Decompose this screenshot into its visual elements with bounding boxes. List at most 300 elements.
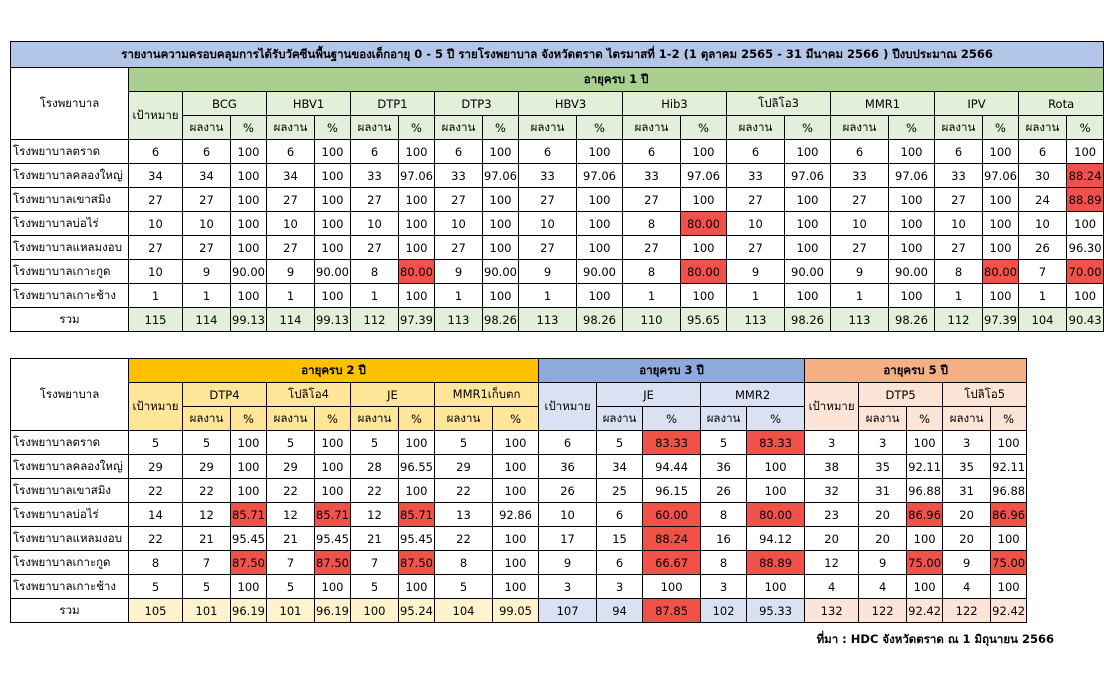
result-value: 27: [183, 188, 231, 212]
target-value: 10: [129, 260, 183, 284]
total-result: 122: [943, 599, 991, 623]
total-percent: 87.85: [643, 599, 701, 623]
result-value: 3: [701, 575, 747, 599]
result-value: 30: [1019, 164, 1067, 188]
percent-value: 100: [231, 236, 267, 260]
percent-value: 92.86: [493, 503, 539, 527]
percent-value: 100: [577, 284, 623, 308]
result-header: ผลงาน: [597, 407, 643, 431]
percent-value: 80.00: [681, 260, 727, 284]
result-header: ผลงาน: [267, 407, 315, 431]
vaccine-header: โปลิโอ5: [943, 383, 1027, 407]
vaccine-header: JE: [597, 383, 701, 407]
percent-value: 90.00: [577, 260, 623, 284]
result-value: 33: [623, 164, 681, 188]
age-group-header: อายุครบ 2 ปี: [129, 359, 539, 383]
percent-value: 86.96: [991, 503, 1027, 527]
percent-header: %: [315, 407, 351, 431]
result-value: 10: [727, 212, 785, 236]
target-value: 6: [129, 140, 183, 164]
target-value: 5: [129, 431, 183, 455]
result-header: ผลงาน: [701, 407, 747, 431]
hospital-name: โรงพยาบาลเขาสมิง: [11, 479, 129, 503]
result-header: ผลงาน: [351, 407, 399, 431]
result-value: 10: [831, 212, 889, 236]
percent-value: 100: [983, 188, 1019, 212]
target-value: 26: [539, 479, 597, 503]
result-value: 1: [183, 284, 231, 308]
percent-value: 96.88: [907, 479, 943, 503]
percent-value: 90.00: [889, 260, 935, 284]
percent-value: 85.71: [231, 503, 267, 527]
result-value: 1: [727, 284, 785, 308]
percent-value: 90.00: [483, 260, 519, 284]
table-row: [11, 503, 1027, 527]
percent-value: 85.71: [315, 503, 351, 527]
percent-header: %: [399, 407, 435, 431]
coverage-table-age-1: [10, 41, 1104, 332]
result-value: 1: [435, 284, 483, 308]
result-value: 27: [267, 236, 315, 260]
percent-value: 100: [483, 236, 519, 260]
total-result: 104: [1019, 308, 1067, 332]
total-target: 132: [805, 599, 859, 623]
percent-header: %: [231, 407, 267, 431]
total-result: 100: [351, 599, 399, 623]
percent-value: 85.71: [399, 503, 435, 527]
result-value: 27: [519, 188, 577, 212]
result-header: ผลงาน: [935, 116, 983, 140]
percent-value: 86.96: [907, 503, 943, 527]
target-value: 29: [129, 455, 183, 479]
percent-value: 88.24: [643, 527, 701, 551]
percent-value: 100: [681, 236, 727, 260]
hospital-header: โรงพยาบาล: [11, 68, 129, 140]
hospital-name: โรงพยาบาลแหลมงอบ: [11, 527, 129, 551]
percent-value: 100: [483, 188, 519, 212]
percent-value: 96.30: [1067, 236, 1104, 260]
result-value: 8: [623, 212, 681, 236]
percent-value: 100: [681, 284, 727, 308]
result-value: 9: [267, 260, 315, 284]
percent-value: 100: [577, 188, 623, 212]
result-value: 15: [597, 527, 643, 551]
total-result: 101: [267, 599, 315, 623]
total-percent: 97.39: [399, 308, 435, 332]
result-value: 9: [183, 260, 231, 284]
total-result: 113: [519, 308, 577, 332]
percent-value: 100: [483, 140, 519, 164]
result-value: 6: [727, 140, 785, 164]
table-row: [11, 455, 1027, 479]
result-value: 21: [267, 527, 315, 551]
result-value: 21: [183, 527, 231, 551]
age-group-header: อายุครบ 3 ปี: [539, 359, 805, 383]
percent-value: 100: [399, 431, 435, 455]
percent-value: 100: [577, 140, 623, 164]
total-label: รวม: [11, 308, 129, 332]
target-header: เป้าหมาย: [539, 383, 597, 431]
percent-value: 100: [991, 575, 1027, 599]
result-header: ผลงาน: [183, 407, 231, 431]
result-value: 8: [701, 551, 747, 575]
percent-value: 80.00: [399, 260, 435, 284]
percent-value: 100: [785, 284, 831, 308]
percent-value: 100: [785, 140, 831, 164]
vaccine-header: IPV: [935, 92, 1019, 116]
percent-value: 100: [315, 188, 351, 212]
result-value: 10: [351, 212, 399, 236]
result-value: 10: [267, 212, 315, 236]
percent-value: 100: [315, 140, 351, 164]
target-value: 9: [539, 551, 597, 575]
result-value: 27: [935, 236, 983, 260]
percent-header: %: [889, 116, 935, 140]
percent-value: 100: [747, 479, 805, 503]
vaccine-header: โปลิโอ4: [267, 383, 351, 407]
percent-value: 100: [315, 164, 351, 188]
result-value: 29: [435, 455, 493, 479]
total-row: [11, 599, 1027, 623]
target-header: เป้าหมาย: [129, 92, 183, 140]
result-value: 33: [351, 164, 399, 188]
result-value: 8: [435, 551, 493, 575]
result-value: 10: [519, 212, 577, 236]
total-percent: 92.42: [991, 599, 1027, 623]
vaccine-header: DTP4: [183, 383, 267, 407]
result-value: 5: [701, 431, 747, 455]
percent-value: 94.44: [643, 455, 701, 479]
result-value: 27: [623, 188, 681, 212]
hospital-name: โรงพยาบาลคลองใหญ่: [11, 164, 129, 188]
percent-value: 100: [785, 212, 831, 236]
total-percent: 97.39: [983, 308, 1019, 332]
percent-value: 100: [399, 479, 435, 503]
result-value: 3: [859, 431, 907, 455]
percent-value: 100: [483, 212, 519, 236]
percent-value: 83.33: [747, 431, 805, 455]
result-value: 27: [727, 236, 785, 260]
percent-value: 75.00: [991, 551, 1027, 575]
percent-value: 100: [983, 284, 1019, 308]
target-value: 3: [805, 431, 859, 455]
vaccine-header: DTP1: [351, 92, 435, 116]
result-value: 1: [623, 284, 681, 308]
age-1-header: อายุครบ 1 ปี: [129, 68, 1104, 92]
percent-value: 100: [643, 575, 701, 599]
result-value: 26: [1019, 236, 1067, 260]
percent-value: 75.00: [907, 551, 943, 575]
hospital-name: โรงพยาบาลตราด: [11, 140, 129, 164]
result-value: 5: [183, 431, 231, 455]
total-percent: 98.26: [889, 308, 935, 332]
result-value: 20: [859, 527, 907, 551]
percent-value: 100: [493, 575, 539, 599]
total-percent: 96.19: [231, 599, 267, 623]
result-value: 3: [943, 431, 991, 455]
result-value: 16: [701, 527, 747, 551]
target-value: 22: [129, 527, 183, 551]
percent-value: 100: [983, 140, 1019, 164]
result-value: 10: [1019, 212, 1067, 236]
percent-value: 100: [889, 188, 935, 212]
percent-value: 100: [231, 140, 267, 164]
result-value: 7: [267, 551, 315, 575]
total-result: 113: [831, 308, 889, 332]
percent-value: 80.00: [983, 260, 1019, 284]
table-row: [11, 551, 1027, 575]
percent-value: 66.67: [643, 551, 701, 575]
age-group-header: อายุครบ 5 ปี: [805, 359, 1027, 383]
total-percent: 92.42: [907, 599, 943, 623]
total-result: 113: [727, 308, 785, 332]
vaccine-header: JE: [351, 383, 435, 407]
vaccine-header: DTP5: [859, 383, 943, 407]
percent-value: 100: [231, 164, 267, 188]
result-value: 31: [943, 479, 991, 503]
result-value: 10: [935, 212, 983, 236]
report-title: รายงานความครอบคลุมการได้รับวัคซีนพื้นฐานของเด็กอายุ 0 - 5 ปี รายโรงพยาบาล จังหวัดตราด ไตรมาสที่ 1-2 (1 ตุลาคม 2565 - 31 มีนาคม 2566 ) ปีงบประมาณ 2566: [11, 42, 1104, 68]
vaccine-header: BCG: [183, 92, 267, 116]
percent-header: %: [785, 116, 831, 140]
result-value: 20: [859, 503, 907, 527]
total-result: 122: [859, 599, 907, 623]
result-value: 24: [1019, 188, 1067, 212]
percent-value: 97.06: [399, 164, 435, 188]
percent-value: 80.00: [681, 212, 727, 236]
percent-value: 100: [315, 431, 351, 455]
result-value: 5: [435, 431, 493, 455]
percent-value: 100: [907, 575, 943, 599]
result-value: 9: [519, 260, 577, 284]
result-value: 1: [351, 284, 399, 308]
result-header: ผลงาน: [1019, 116, 1067, 140]
target-value: 14: [129, 503, 183, 527]
result-value: 6: [597, 551, 643, 575]
percent-value: 100: [681, 140, 727, 164]
percent-value: 100: [231, 212, 267, 236]
percent-value: 95.45: [399, 527, 435, 551]
percent-value: 100: [493, 479, 539, 503]
percent-value: 88.89: [747, 551, 805, 575]
percent-value: 100: [315, 455, 351, 479]
total-result: 102: [701, 599, 747, 623]
result-header: ผลงาน: [623, 116, 681, 140]
result-value: 34: [183, 164, 231, 188]
total-target: 115: [129, 308, 183, 332]
total-percent: 99.13: [231, 308, 267, 332]
result-header: ผลงาน: [435, 407, 493, 431]
table-row: [11, 479, 1027, 503]
result-value: 1: [831, 284, 889, 308]
result-value: 28: [351, 455, 399, 479]
percent-value: 97.06: [889, 164, 935, 188]
table-row: [11, 140, 1104, 164]
result-value: 34: [597, 455, 643, 479]
percent-value: 100: [231, 284, 267, 308]
percent-value: 100: [493, 431, 539, 455]
percent-value: 100: [991, 431, 1027, 455]
total-percent: 99.05: [493, 599, 539, 623]
percent-value: 100: [493, 455, 539, 479]
result-value: 20: [943, 527, 991, 551]
percent-value: 96.55: [399, 455, 435, 479]
result-header: ผลงาน: [183, 116, 231, 140]
percent-value: 80.00: [747, 503, 805, 527]
total-label: รวม: [11, 599, 129, 623]
result-value: 26: [701, 479, 747, 503]
result-value: 25: [597, 479, 643, 503]
result-value: 36: [701, 455, 747, 479]
percent-value: 100: [399, 284, 435, 308]
table-row: [11, 188, 1104, 212]
result-value: 7: [1019, 260, 1067, 284]
result-value: 22: [435, 527, 493, 551]
percent-value: 92.11: [991, 455, 1027, 479]
result-value: 27: [435, 188, 483, 212]
total-percent: 98.26: [577, 308, 623, 332]
percent-value: 100: [907, 431, 943, 455]
percent-header: %: [747, 407, 805, 431]
result-value: 22: [183, 479, 231, 503]
result-value: 33: [831, 164, 889, 188]
hospital-name: โรงพยาบาลตราด: [11, 431, 129, 455]
result-value: 35: [943, 455, 991, 479]
percent-header: %: [315, 116, 351, 140]
percent-value: 100: [785, 236, 831, 260]
percent-value: 95.45: [315, 527, 351, 551]
result-value: 10: [435, 212, 483, 236]
result-value: 13: [435, 503, 493, 527]
target-value: 23: [805, 503, 859, 527]
target-value: 1: [129, 284, 183, 308]
result-value: 27: [727, 188, 785, 212]
percent-header: %: [643, 407, 701, 431]
result-header: ผลงาน: [267, 116, 315, 140]
percent-value: 100: [785, 188, 831, 212]
percent-header: %: [983, 116, 1019, 140]
percent-value: 100: [577, 212, 623, 236]
percent-value: 100: [577, 236, 623, 260]
percent-header: %: [681, 116, 727, 140]
result-value: 6: [935, 140, 983, 164]
result-value: 7: [183, 551, 231, 575]
total-percent: 98.26: [483, 308, 519, 332]
percent-value: 100: [231, 455, 267, 479]
total-target: 105: [129, 599, 183, 623]
percent-value: 87.50: [231, 551, 267, 575]
percent-value: 100: [991, 527, 1027, 551]
hospital-name: โรงพยาบาลแหลมงอบ: [11, 236, 129, 260]
source-note: ที่มา : HDC จังหวัดตราด ณ 1 มิถุนายน 2566: [816, 632, 1054, 646]
result-value: 33: [435, 164, 483, 188]
result-value: 6: [183, 140, 231, 164]
vaccine-header: HBV1: [267, 92, 351, 116]
percent-value: 100: [315, 575, 351, 599]
percent-value: 100: [681, 188, 727, 212]
table-row: [11, 431, 1027, 455]
vaccine-header: DTP3: [435, 92, 519, 116]
result-value: 20: [943, 503, 991, 527]
result-value: 6: [831, 140, 889, 164]
total-percent: 99.13: [315, 308, 351, 332]
result-value: 9: [859, 551, 907, 575]
percent-value: 100: [983, 212, 1019, 236]
percent-value: 100: [399, 236, 435, 260]
result-header: ผลงาน: [859, 407, 907, 431]
result-value: 27: [351, 188, 399, 212]
result-value: 5: [267, 431, 315, 455]
target-value: 6: [539, 431, 597, 455]
percent-value: 100: [231, 188, 267, 212]
result-value: 27: [831, 188, 889, 212]
total-percent: 98.26: [785, 308, 831, 332]
result-value: 5: [267, 575, 315, 599]
percent-value: 100: [889, 236, 935, 260]
hospital-name: โรงพยาบาลเขาสมิง: [11, 188, 129, 212]
vaccine-header: MMR1: [831, 92, 935, 116]
target-value: 3: [539, 575, 597, 599]
result-value: 22: [435, 479, 493, 503]
percent-value: 100: [315, 479, 351, 503]
target-value: 32: [805, 479, 859, 503]
result-value: 5: [183, 575, 231, 599]
percent-header: %: [231, 116, 267, 140]
percent-value: 100: [315, 212, 351, 236]
target-header: เป้าหมาย: [805, 383, 859, 431]
result-value: 1: [1019, 284, 1067, 308]
target-value: 8: [129, 551, 183, 575]
percent-header: %: [1067, 116, 1104, 140]
hospital-name: โรงพยาบาลบ่อไร่: [11, 503, 129, 527]
target-value: 10: [129, 212, 183, 236]
total-percent: 96.19: [315, 599, 351, 623]
result-value: 34: [267, 164, 315, 188]
result-value: 21: [351, 527, 399, 551]
hospital-name: โรงพยาบาลคลองใหญ่: [11, 455, 129, 479]
result-value: 6: [267, 140, 315, 164]
percent-value: 87.50: [399, 551, 435, 575]
percent-value: 94.12: [747, 527, 805, 551]
percent-value: 96.15: [643, 479, 701, 503]
result-value: 27: [183, 236, 231, 260]
total-percent: 95.65: [681, 308, 727, 332]
percent-value: 100: [983, 236, 1019, 260]
percent-value: 87.50: [315, 551, 351, 575]
percent-header: %: [493, 407, 539, 431]
result-value: 5: [351, 431, 399, 455]
result-value: 8: [351, 260, 399, 284]
percent-value: 100: [399, 575, 435, 599]
percent-value: 100: [1067, 212, 1104, 236]
result-header: ผลงาน: [435, 116, 483, 140]
percent-value: 100: [889, 212, 935, 236]
percent-value: 100: [889, 284, 935, 308]
percent-value: 96.88: [991, 479, 1027, 503]
result-value: 3: [597, 575, 643, 599]
result-value: 4: [943, 575, 991, 599]
vaccine-header: Rota: [1019, 92, 1104, 116]
vaccine-header: HBV3: [519, 92, 623, 116]
result-value: 12: [351, 503, 399, 527]
percent-value: 100: [907, 527, 943, 551]
percent-value: 100: [231, 431, 267, 455]
vaccine-header: MMR2: [701, 383, 805, 407]
result-value: 6: [623, 140, 681, 164]
total-result: 114: [267, 308, 315, 332]
result-header: ผลงาน: [727, 116, 785, 140]
total-result: 112: [935, 308, 983, 332]
